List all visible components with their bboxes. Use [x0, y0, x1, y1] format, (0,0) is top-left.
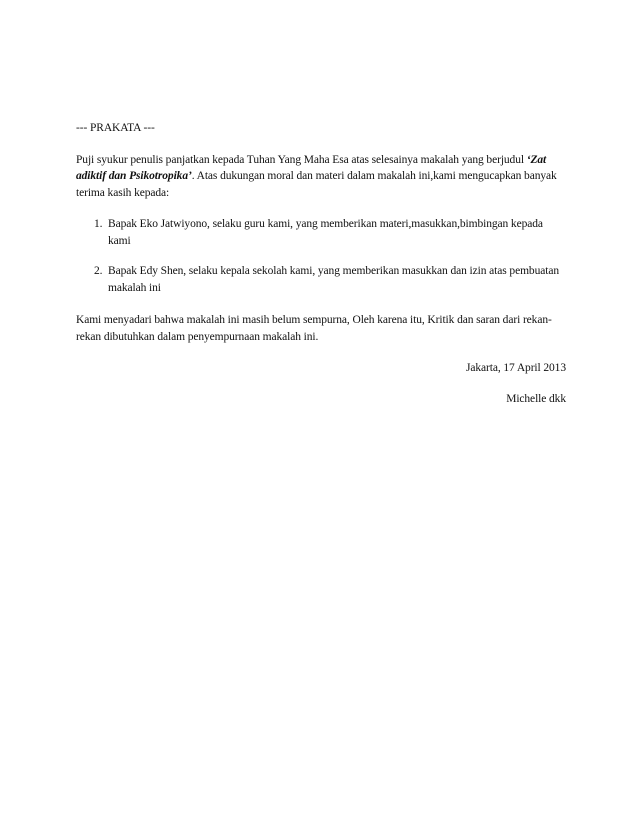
- list-item-number: 1.: [94, 218, 103, 230]
- signature: Michelle dkk: [506, 392, 566, 405]
- list-item-number: 2.: [94, 265, 103, 277]
- list-item: [76, 216, 566, 249]
- acknowledgement-list: [76, 216, 566, 296]
- document-title: --- PRAKATA ---: [76, 122, 155, 134]
- list-item-text: Bapak Eko Jatwiyono, selaku guru kami, yang memberikan materi,masukkan,bimbingan kepada kami: [108, 218, 543, 247]
- place-date: Jakarta, 17 April 2013: [465, 362, 566, 374]
- intro-text-before: Puji syukur penulis panjatkan kepada Tuhan Yang Maha Esa atas selesainya makalah yang berjudul: [76, 153, 527, 166]
- paper-title-emphasis: ‘Zat adiktif dan Psikotropika’: [76, 153, 547, 182]
- document-page: [76, 120, 566, 407]
- closing-paragraph: Kami menyadari bahwa makalah ini masih belum sempurna, Oleh karena itu, Kritik dan saran dari rekan-rekan dibutuhkan dalam penyempurnaan makalah ini.: [76, 314, 552, 343]
- list-item-text: Bapak Edy Shen, selaku kepala sekolah kami, yang memberikan masukkan dan izin atas pembuatan makalah ini: [108, 265, 559, 294]
- intro-text-after: . Atas dukungan moral dan materi dalam makalah ini,kami mengucapkan banyak terima kasih kepada:: [76, 170, 557, 199]
- list-item: [76, 263, 566, 296]
- intro-paragraph: [76, 152, 566, 202]
